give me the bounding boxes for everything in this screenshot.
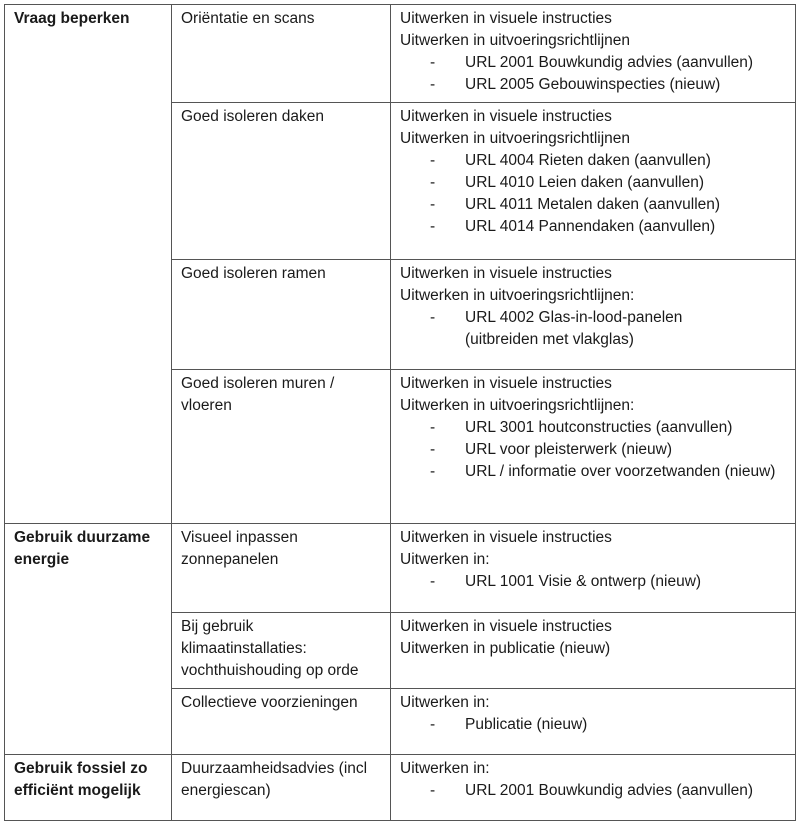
list-item: - URL 4014 Pannendaken (aanvullen) (430, 216, 787, 238)
topic-cell (172, 524, 391, 613)
action-line: Uitwerken in: (400, 551, 490, 568)
topic-label: Visueel inpassen zonnepanelen (181, 529, 298, 568)
action-cell (391, 103, 796, 260)
table-row (5, 755, 796, 821)
action-line: Uitwerken in: (400, 694, 490, 711)
table-row (5, 5, 796, 103)
action-line: Uitwerken in visuele instructies (400, 108, 612, 125)
topic-cell (172, 755, 391, 821)
list-item: - URL voor pleisterwerk (nieuw) (430, 439, 787, 461)
category-cell (5, 5, 172, 524)
action-items (400, 52, 787, 96)
topic-cell (172, 103, 391, 260)
action-line: Uitwerken in visuele instructies (400, 10, 612, 27)
action-cell (391, 524, 796, 613)
action-cell (391, 260, 796, 370)
list-item: - URL 1001 Visie & ontwerp (nieuw) (430, 571, 787, 593)
action-items (400, 417, 787, 483)
topic-cell (172, 260, 391, 370)
topic-label: Duurzaamheidsadvies (incl energiescan) (181, 760, 368, 799)
action-cell (391, 689, 796, 755)
list-item: - URL 4011 Metalen daken (aanvullen) (430, 194, 787, 216)
category-cell (5, 755, 172, 821)
topic-label: Goed isoleren daken (181, 108, 325, 125)
action-cell (391, 370, 796, 524)
action-cell (391, 5, 796, 103)
list-item: - URL 4002 Glas-in-lood-panelen (uitbreiden met vlakglas) (430, 307, 695, 351)
action-line: Uitwerken in uitvoeringsrichtlijnen (400, 130, 631, 147)
list-item: - Publicatie (nieuw) (430, 714, 787, 736)
topic-label: Goed isoleren muren / vloeren (181, 375, 335, 414)
topic-cell (172, 370, 391, 524)
action-cell (391, 755, 796, 821)
action-items (400, 571, 787, 593)
topic-cell (172, 5, 391, 103)
topic-cell (172, 613, 391, 689)
category-cell (5, 524, 172, 755)
topic-label: Oriëntatie en scans (181, 10, 315, 27)
action-line: Uitwerken in visuele instructies (400, 529, 612, 546)
list-item: - URL 4004 Rieten daken (aanvullen) (430, 150, 787, 172)
action-line: Uitwerken in publicatie (nieuw) (400, 640, 611, 657)
action-line: Uitwerken in: (400, 760, 490, 777)
topic-label: Bij gebruik klimaatinstallaties: vochthuishouding op orde (181, 618, 359, 679)
action-items (400, 307, 787, 351)
topic-cell (172, 689, 391, 755)
list-item: - URL 2001 Bouwkundig advies (aanvullen) (430, 52, 787, 74)
topic-label: Collectieve voorzieningen (181, 694, 358, 711)
list-item: - URL 4010 Leien daken (aanvullen) (430, 172, 787, 194)
action-items (400, 780, 787, 802)
list-item: - URL 2005 Gebouwinspecties (nieuw) (430, 74, 787, 96)
action-line: Uitwerken in uitvoeringsrichtlijnen: (400, 397, 635, 414)
action-line: Uitwerken in uitvoeringsrichtlijnen (400, 32, 631, 49)
list-item: - URL / informatie over voorzetwanden (nieuw) (430, 461, 787, 483)
category-label: Gebruik fossiel zo efficiënt mogelijk (14, 760, 148, 799)
action-cell (391, 613, 796, 689)
action-line: Uitwerken in uitvoeringsrichtlijnen: (400, 287, 635, 304)
action-items (400, 714, 787, 736)
category-label: Gebruik duurzame energie (14, 529, 151, 568)
topic-label: Goed isoleren ramen (181, 265, 326, 282)
measures-table (4, 4, 796, 821)
action-line: Uitwerken in visuele instructies (400, 375, 612, 392)
action-line: Uitwerken in visuele instructies (400, 618, 612, 635)
action-line: Uitwerken in visuele instructies (400, 265, 612, 282)
list-item: - URL 3001 houtconstructies (aanvullen) (430, 417, 787, 439)
action-items (400, 150, 787, 238)
category-label: Vraag beperken (14, 10, 130, 27)
table-row (5, 524, 796, 613)
list-item: - URL 2001 Bouwkundig advies (aanvullen) (430, 780, 787, 802)
